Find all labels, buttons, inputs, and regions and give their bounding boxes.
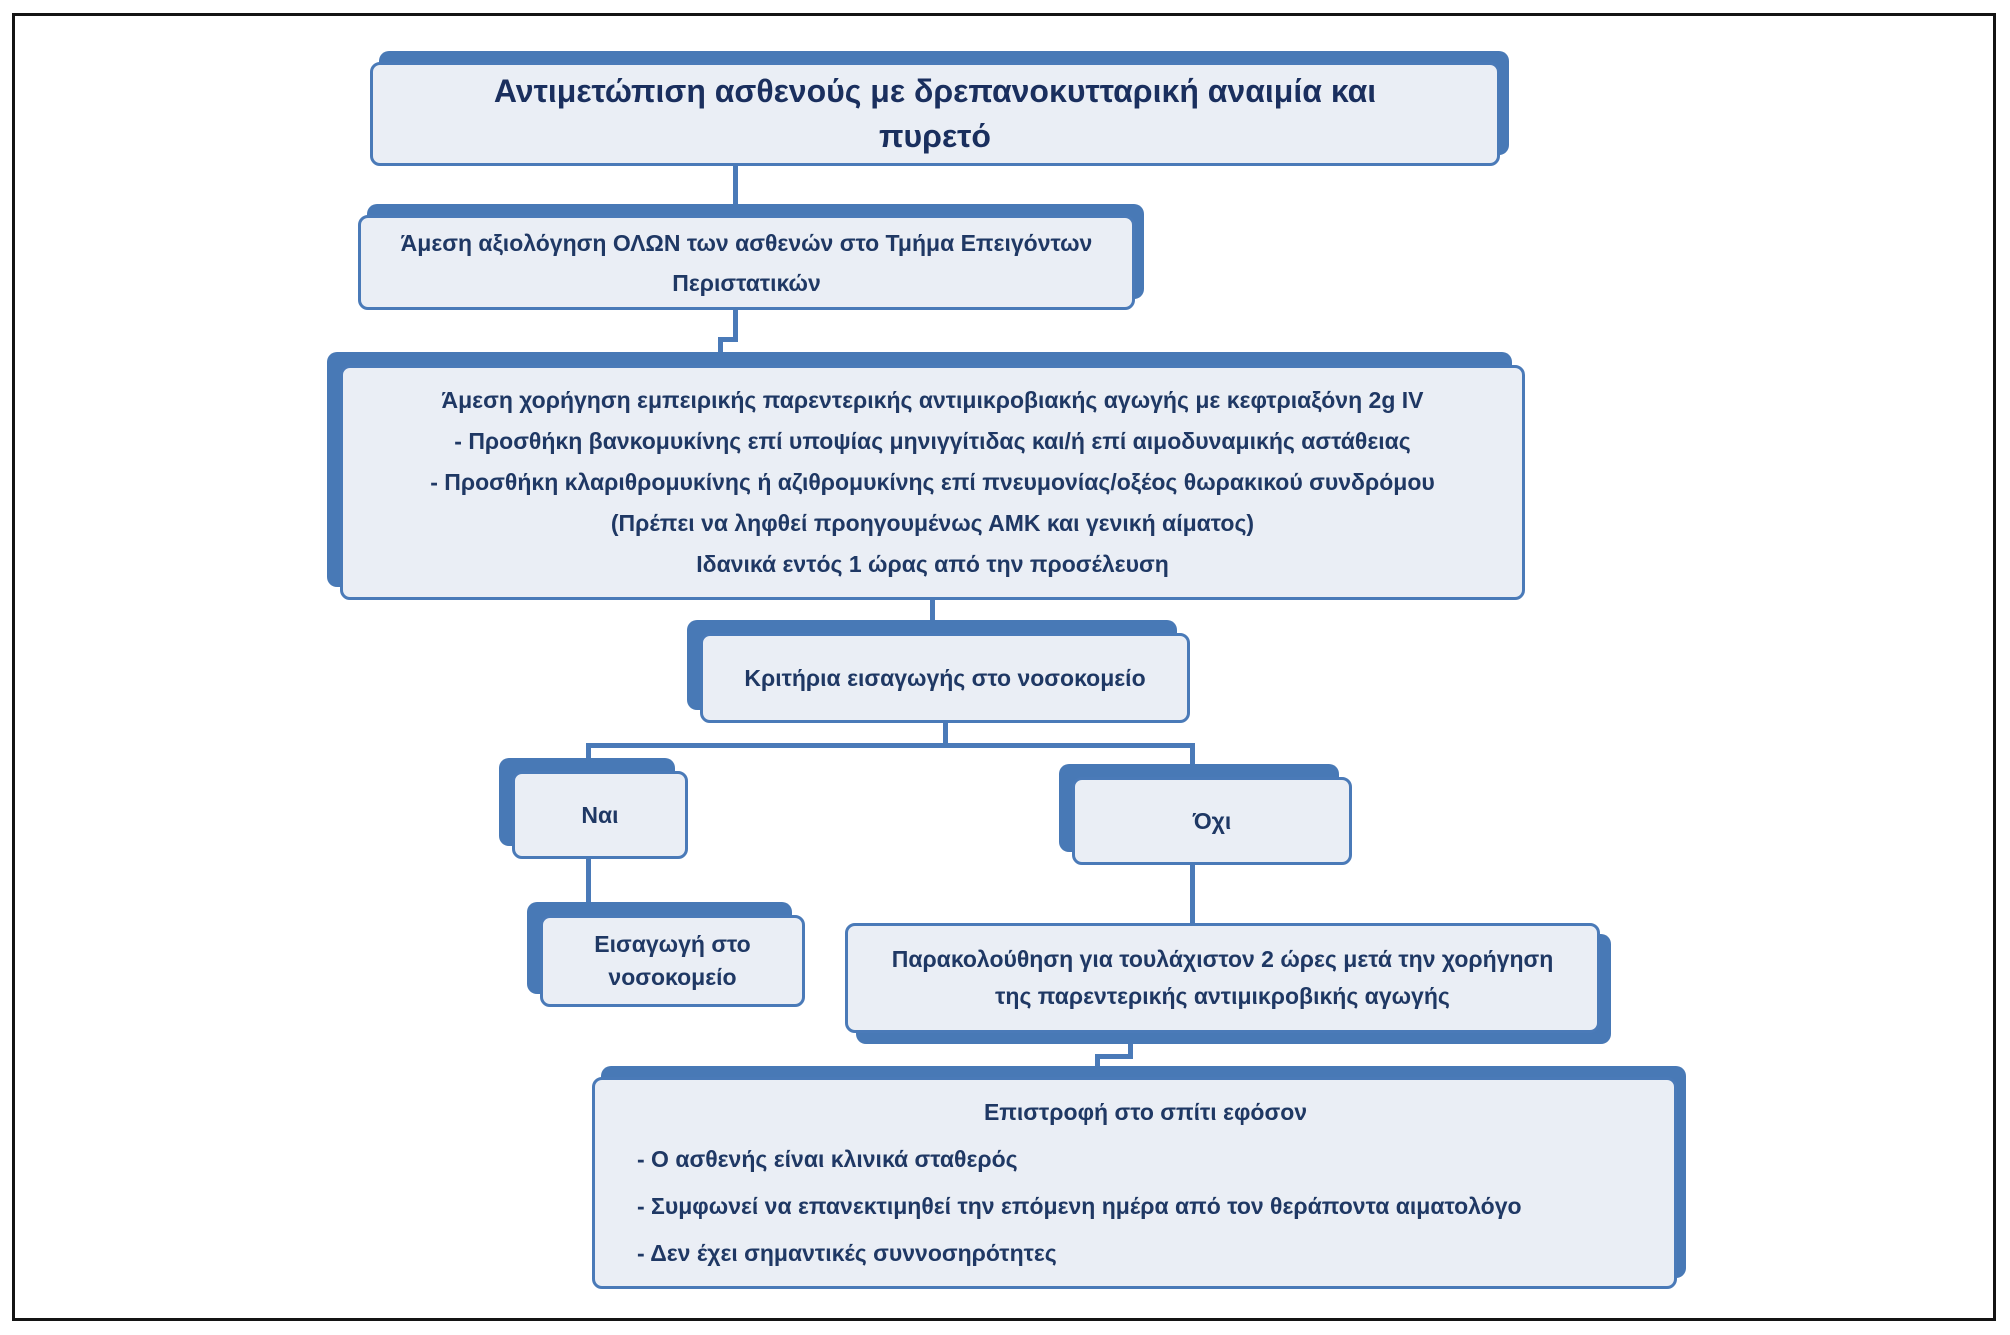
- connector-triage-abx-bottom: [718, 337, 723, 366]
- node-discharge: [592, 1077, 1677, 1289]
- connector-no-observe: [1190, 864, 1195, 924]
- discharge-heading: Επιστροφή στο σπίτι εφόσον: [983, 1099, 1308, 1125]
- discharge-item-1: - Ο ασθενής είναι κλινικά σταθερός: [637, 1146, 1018, 1172]
- antibiotics-line-1: Άμεση χορήγηση εμπειρικής παρεντερικής αντιμικροβιακής αγωγής με κεφτριαξόνη 2g IV: [441, 387, 1424, 413]
- connector-branch-horizontal: [586, 743, 1195, 748]
- observe-line-2: της παρεντερικής αντιμικροβικής αγωγής: [995, 983, 1450, 1009]
- no-text: Όχι: [1192, 808, 1232, 834]
- connector-yes-admit: [586, 858, 591, 916]
- node-antibiotics: [340, 365, 1525, 600]
- connector-observe-discharge-bottom: [1095, 1054, 1100, 1078]
- connector-triage-abx-top: [733, 310, 738, 340]
- node-admit: [540, 915, 805, 1007]
- node-triage: [358, 215, 1135, 310]
- connector-branch-no: [1190, 743, 1195, 778]
- triage-text: Άμεση αξιολόγηση ΟΛΩΝ των ασθενών στο Τμήμα Επειγόντων Περιστατικών: [400, 229, 1093, 296]
- connector-branch-yes: [586, 743, 591, 772]
- node-title: [370, 62, 1500, 166]
- node-no: [1072, 777, 1352, 865]
- yes-text: Ναι: [581, 802, 619, 828]
- discharge-item-2: - Συμφωνεί να επανεκτιμηθεί την επόμενη ημέρα από τον θεράποντα αιματολόγο: [637, 1193, 1522, 1219]
- observe-line-1: Παρακολούθηση για τουλάχιστον 2 ώρες μετά την χορήγηση: [891, 946, 1554, 972]
- discharge-item-3: - Δεν έχει σημαντικές συννοσηρότητες: [637, 1240, 1057, 1266]
- connector-title-triage: [733, 166, 738, 216]
- antibiotics-line-4: (Πρέπει να ληφθεί προηγουμένως ΑΜΚ και γενική αίματος): [610, 510, 1255, 536]
- connector-observe-discharge-jog: [1095, 1054, 1133, 1059]
- antibiotics-line-5: Ιδανικά εντός 1 ώρας από την προσέλευση: [696, 551, 1169, 577]
- node-criteria: [700, 633, 1190, 723]
- title-text: Αντιμετώπιση ασθενούς με δρεπανοκυτταρική αναιμία και πυρετό: [493, 73, 1377, 154]
- criteria-text: Κριτήρια εισαγωγής στο νοσοκομείο: [744, 665, 1146, 691]
- admit-text: Εισαγωγή στο νοσοκομείο: [594, 931, 751, 990]
- node-observe: [845, 923, 1600, 1033]
- connector-abx-criteria: [930, 600, 935, 634]
- antibiotics-line-3: - Προσθήκη κλαριθρομυκίνης ή αζιθρομυκίνης επί πνευμονίας/οξέος θωρακικού συνδρόμου: [430, 469, 1435, 495]
- antibiotics-line-2: - Προσθήκη βανκομυκίνης επί υποψίας μηνιγγίτιδας και/ή επί αιμοδυναμικής αστάθειας: [454, 428, 1411, 454]
- node-yes: [512, 771, 688, 859]
